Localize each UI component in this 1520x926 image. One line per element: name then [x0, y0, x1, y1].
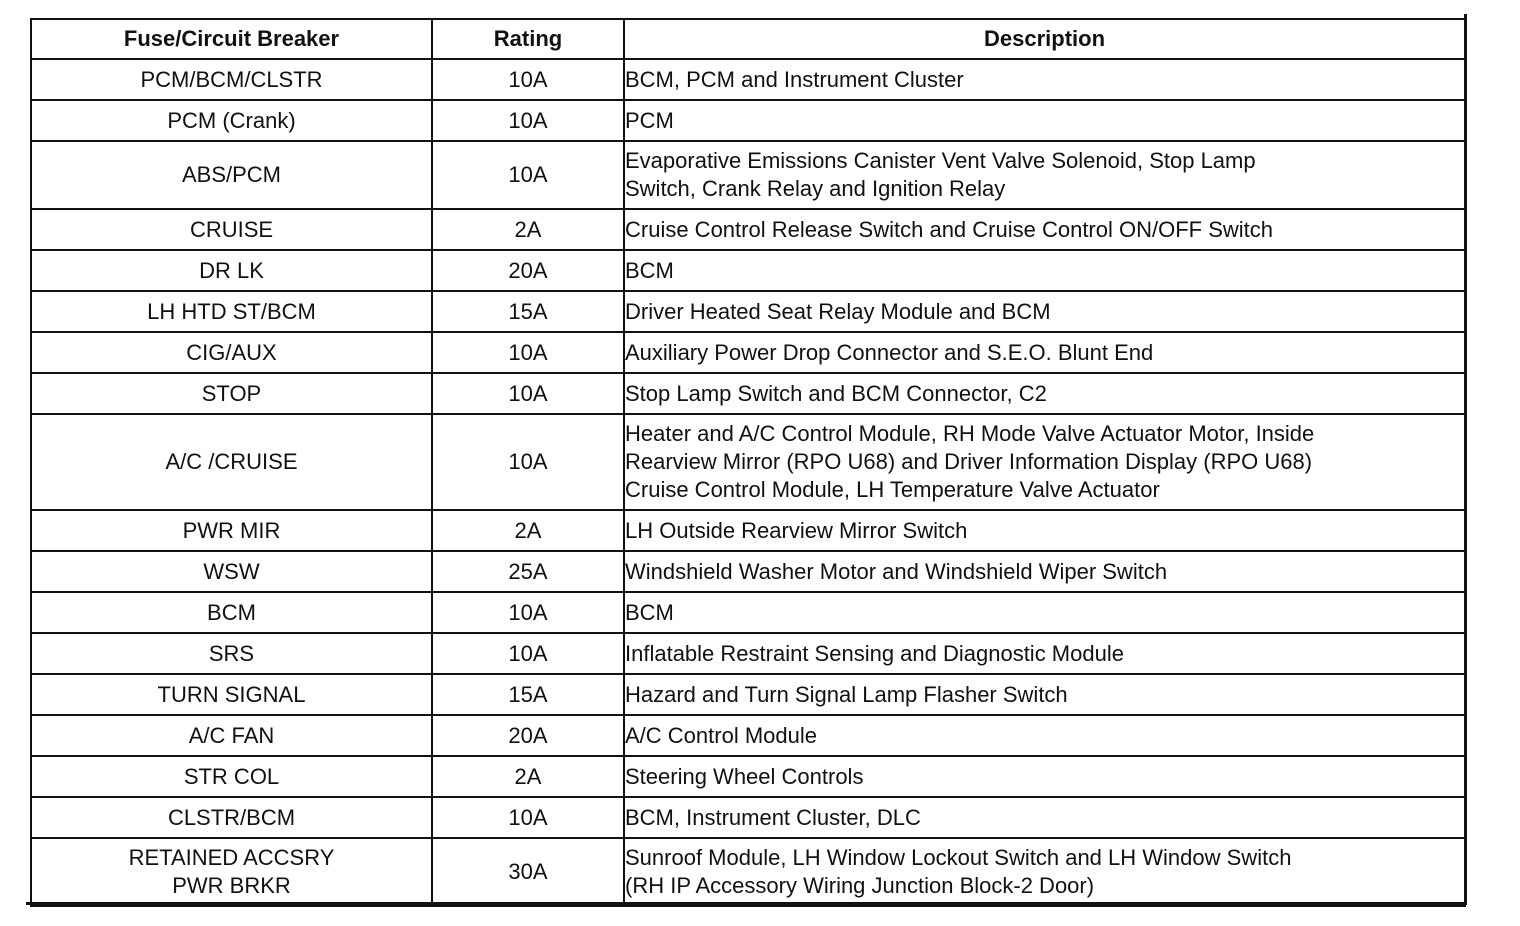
description-line: BCM, PCM and Instrument Cluster	[625, 66, 964, 92]
description-line: Auxiliary Power Drop Connector and S.E.O. Blunt End	[625, 339, 1154, 365]
description-line: Sunroof Module, LH Window Lockout Switch and LH Window Switch	[625, 845, 1292, 870]
cell-fuse	[31, 291, 432, 332]
fuse-line: CIG/AUX	[186, 339, 277, 365]
cell-description	[624, 838, 1465, 906]
cell-description	[624, 332, 1465, 373]
cell-fuse	[31, 373, 432, 414]
description-line: Switch, Crank Relay and Ignition Relay	[625, 176, 1006, 201]
table-row	[31, 100, 1465, 141]
description-line: BCM	[625, 257, 674, 283]
description-line: Windshield Washer Motor and Windshield Wiper Switch	[625, 558, 1168, 584]
cell-rating: 15A	[432, 674, 624, 715]
cell-rating: 10A	[432, 100, 624, 141]
description-line: BCM, Instrument Cluster, DLC	[625, 804, 921, 830]
table-row	[31, 141, 1465, 209]
table-row	[31, 250, 1465, 291]
description-line: Cruise Control Release Switch and Cruise Control ON/OFF Switch	[625, 216, 1274, 242]
cell-description	[624, 141, 1465, 209]
description-line: Heater and A/C Control Module, RH Mode Valve Actuator Motor, Inside	[625, 421, 1315, 446]
fuse-table-frame	[26, 14, 1467, 905]
fuse-line: PCM (Crank)	[167, 107, 296, 133]
cell-fuse	[31, 633, 432, 674]
fuse-line: CLSTR/BCM	[167, 804, 296, 830]
fuse-line: SRS	[208, 640, 255, 666]
description-line: Hazard and Turn Signal Lamp Flasher Switch	[625, 681, 1068, 707]
description-line: Steering Wheel Controls	[625, 763, 864, 789]
cell-rating: 10A	[432, 797, 624, 838]
cell-rating: 10A	[432, 59, 624, 100]
cell-fuse	[31, 250, 432, 291]
table-row	[31, 551, 1465, 592]
description-line: Driver Heated Seat Relay Module and BCM	[625, 298, 1051, 324]
cell-description	[624, 715, 1465, 756]
fuse-line: RETAINED ACCSRY	[128, 845, 335, 870]
cell-fuse	[31, 797, 432, 838]
cell-rating: 2A	[432, 510, 624, 551]
description-line: (RH IP Accessory Wiring Junction Block-2 Door)	[625, 873, 1095, 898]
cell-fuse	[31, 715, 432, 756]
column-header-description: Description	[624, 19, 1465, 59]
cell-fuse	[31, 100, 432, 141]
cell-fuse	[31, 332, 432, 373]
cell-rating: 2A	[432, 209, 624, 250]
cell-fuse	[31, 59, 432, 100]
cell-description	[624, 291, 1465, 332]
description-line: BCM	[625, 599, 674, 625]
fuse-line: CRUISE	[189, 216, 274, 242]
cell-fuse	[31, 551, 432, 592]
table-row	[31, 209, 1465, 250]
cell-rating: 10A	[432, 141, 624, 209]
table-row	[31, 674, 1465, 715]
table-row	[31, 715, 1465, 756]
cell-rating: 10A	[432, 373, 624, 414]
table-row	[31, 291, 1465, 332]
table-body	[31, 59, 1465, 906]
cell-fuse	[31, 592, 432, 633]
cell-description	[624, 209, 1465, 250]
description-line: LH Outside Rearview Mirror Switch	[625, 517, 968, 543]
table-row	[31, 797, 1465, 838]
fuse-line: PWR BRKR	[172, 873, 291, 898]
table-row	[31, 756, 1465, 797]
fuse-line: STR COL	[183, 763, 280, 789]
table-row	[31, 592, 1465, 633]
fuse-line: A/C FAN	[188, 722, 275, 748]
cell-description	[624, 633, 1465, 674]
cell-description	[624, 551, 1465, 592]
cell-description	[624, 250, 1465, 291]
description-line: Rearview Mirror (RPO U68) and Driver Information Display (RPO U68)	[625, 449, 1313, 474]
description-line: Inflatable Restraint Sensing and Diagnostic Module	[625, 640, 1124, 666]
cell-fuse	[31, 209, 432, 250]
cell-description	[624, 59, 1465, 100]
table-header-row	[31, 19, 1465, 59]
column-header-rating: Rating	[432, 19, 624, 59]
cell-rating: 10A	[432, 633, 624, 674]
cell-description	[624, 373, 1465, 414]
table-row	[31, 373, 1465, 414]
cell-description	[624, 674, 1465, 715]
cell-description	[624, 756, 1465, 797]
table-row	[31, 838, 1465, 906]
table-row	[31, 414, 1465, 510]
cell-fuse	[31, 838, 432, 906]
table-row	[31, 633, 1465, 674]
description-line: PCM	[625, 107, 674, 133]
fuse-line: TURN SIGNAL	[157, 681, 306, 707]
cell-rating: 10A	[432, 592, 624, 633]
cell-description	[624, 414, 1465, 510]
cell-rating: 25A	[432, 551, 624, 592]
table-row	[31, 332, 1465, 373]
fuse-line: STOP	[201, 380, 262, 406]
cell-fuse	[31, 141, 432, 209]
cell-rating: 10A	[432, 332, 624, 373]
fuse-line: PCM/BCM/CLSTR	[140, 66, 323, 92]
cell-rating: 30A	[432, 838, 624, 906]
description-line: Stop Lamp Switch and BCM Connector, C2	[625, 380, 1047, 406]
cell-rating: 20A	[432, 715, 624, 756]
fuse-line: WSW	[203, 558, 260, 584]
cell-rating: 20A	[432, 250, 624, 291]
fuse-line: PWR MIR	[182, 517, 281, 543]
table-row	[31, 59, 1465, 100]
fuse-table	[30, 18, 1466, 907]
fuse-line: BCM	[207, 599, 256, 625]
cell-rating: 15A	[432, 291, 624, 332]
cell-description	[624, 100, 1465, 141]
description-line: A/C Control Module	[625, 722, 817, 748]
cell-fuse	[31, 756, 432, 797]
column-header-fuse: Fuse/Circuit Breaker	[31, 19, 432, 59]
cell-fuse	[31, 674, 432, 715]
cell-description	[624, 592, 1465, 633]
cell-description	[624, 797, 1465, 838]
table-row	[31, 510, 1465, 551]
fuse-line: DR LK	[199, 257, 264, 283]
description-line: Evaporative Emissions Canister Vent Valve Solenoid, Stop Lamp	[625, 148, 1256, 173]
cell-fuse	[31, 414, 432, 510]
fuse-line: LH HTD ST/BCM	[147, 298, 316, 324]
fuse-line: A/C /CRUISE	[165, 449, 298, 474]
cell-fuse	[31, 510, 432, 551]
description-line: Cruise Control Module, LH Temperature Valve Actuator	[625, 477, 1160, 502]
cell-rating: 2A	[432, 756, 624, 797]
cell-rating: 10A	[432, 414, 624, 510]
fuse-line: ABS/PCM	[181, 162, 282, 187]
cell-description	[624, 510, 1465, 551]
